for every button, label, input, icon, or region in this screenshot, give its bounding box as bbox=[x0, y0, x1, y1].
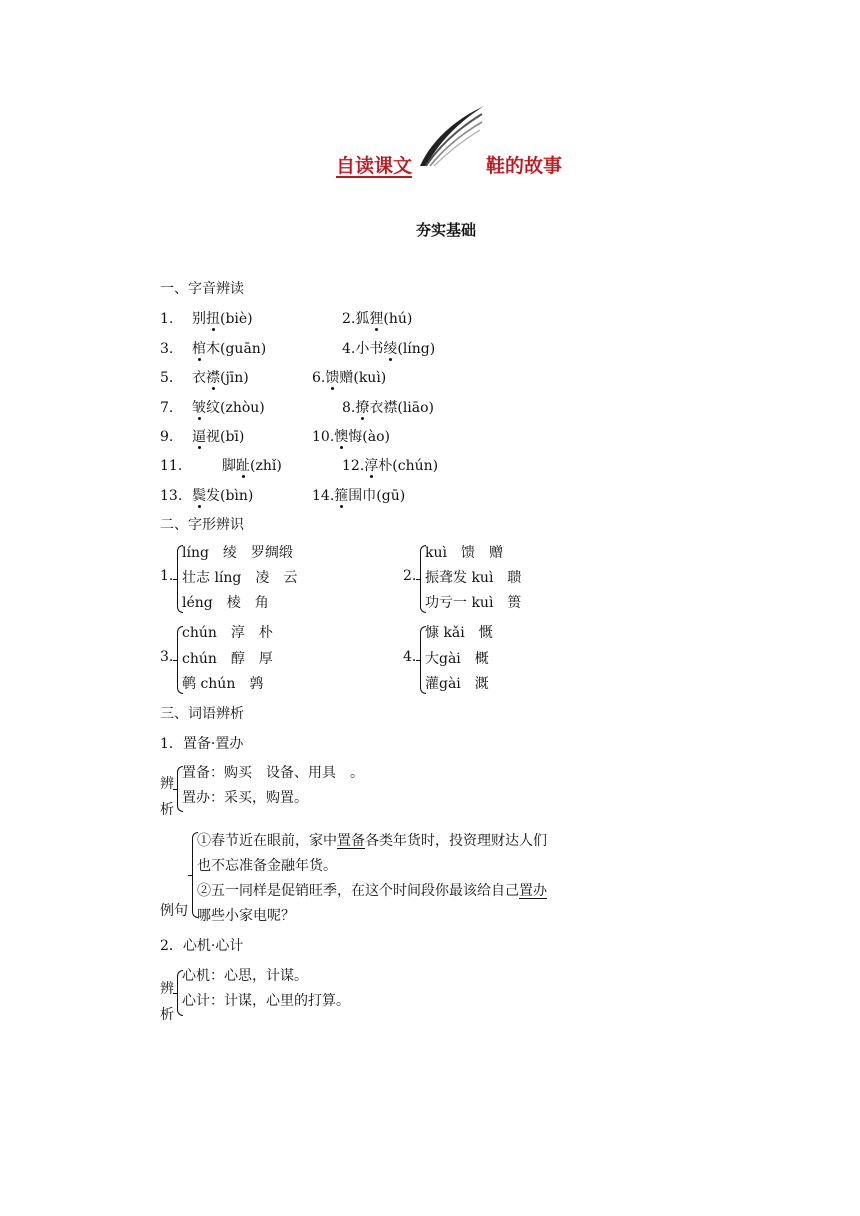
item-word: 别扭(biè) bbox=[192, 311, 253, 327]
pronunciation-item bbox=[160, 487, 254, 505]
emphasis-dot-char: 趾 bbox=[236, 458, 250, 474]
entry1-example-2-line-2: 哪些小家电呢？ bbox=[197, 908, 295, 924]
entry2-label-top: 辨 bbox=[160, 981, 174, 997]
entry1-title: 1．置备·置办 bbox=[160, 736, 244, 752]
pronunciation-item bbox=[312, 369, 386, 387]
emphasis-dot-char: 淳 bbox=[364, 458, 379, 474]
item-pinyin: (ào) bbox=[362, 429, 390, 445]
group-3-line-2: chún 醇 厚 bbox=[182, 651, 273, 667]
lesson-title: 鞋的故事 bbox=[486, 155, 563, 177]
item-pinyin: (zhòu) bbox=[220, 400, 265, 416]
item-word: 馈赠(kuì) bbox=[325, 370, 387, 386]
group-4-line-2: 大gài 概 bbox=[425, 651, 489, 667]
item-pinyin: (gū) bbox=[376, 488, 406, 504]
entry1-label-bottom: 析 bbox=[160, 802, 174, 818]
group-number-2: 2. bbox=[403, 568, 417, 584]
group-3-line-3: 鹌 chún 鹑 bbox=[182, 676, 264, 692]
section1-heading: 一、字音辨读 bbox=[160, 281, 244, 297]
item-number: 3. bbox=[160, 341, 174, 357]
item-number: 8. bbox=[342, 400, 356, 416]
emphasis-dot-char: 绫 bbox=[383, 341, 398, 357]
pronunciation-item bbox=[160, 399, 265, 417]
pronunciation-item bbox=[160, 457, 282, 475]
item-pinyin: (kuì) bbox=[353, 370, 387, 386]
group-4-line-1: 慷 kǎi 慨 bbox=[425, 625, 493, 641]
emphasis-dot-char: 棺 bbox=[192, 341, 206, 357]
item-number: 7. bbox=[160, 400, 174, 416]
item-word: 狐狸(hú) bbox=[355, 311, 413, 327]
ex2-text-a: ②五一同样是促销旺季，在这个时间段你最该给自己 bbox=[197, 883, 519, 899]
emphasis-dot-char: 逼 bbox=[192, 429, 206, 445]
item-word: 皱纹(zhòu) bbox=[192, 400, 265, 416]
item-number: 5. bbox=[160, 370, 174, 386]
item-pinyin: (bìn) bbox=[220, 488, 254, 504]
ex1-text-b: 各类年货时，投资理财达人们 bbox=[365, 833, 547, 849]
emphasis-dot-char: 馈 bbox=[325, 370, 340, 386]
pronunciation-item bbox=[342, 399, 434, 417]
group-number-1: 1. bbox=[160, 568, 174, 584]
item-number: 9. bbox=[160, 429, 174, 445]
item-word: 鬓发(bìn) bbox=[192, 488, 254, 504]
group-1-line-3: léng 棱 角 bbox=[182, 595, 269, 611]
emphasis-dot-char: 箍 bbox=[334, 488, 349, 504]
group-2-line-2: 振聋发 kuì 聩 bbox=[425, 570, 522, 586]
group-3-line-1: chún 淳 朴 bbox=[182, 625, 273, 641]
item-number: 1. bbox=[160, 311, 174, 327]
subtitle: 夯实基础 bbox=[416, 221, 477, 239]
item-word: 逼视(bī) bbox=[192, 429, 245, 445]
item-number: 4. bbox=[342, 341, 356, 357]
group-1-line-1: líng 绫 罗绸缎 bbox=[182, 545, 293, 561]
emphasis-dot-char: 狸 bbox=[369, 311, 384, 327]
pronunciation-item bbox=[312, 428, 390, 446]
pronunciation-item bbox=[312, 487, 405, 505]
emphasis-dot-char: 鬓 bbox=[192, 488, 206, 504]
ex1-underlined-term: 置备 bbox=[337, 833, 365, 849]
pronunciation-item bbox=[160, 310, 253, 328]
entry1-label-top: 辨 bbox=[160, 776, 174, 792]
item-pinyin: (hú) bbox=[383, 311, 413, 327]
entry2-title: 2．心机·心计 bbox=[160, 938, 244, 954]
group-2-line-1: kuì 馈 赠 bbox=[425, 545, 503, 561]
title-swoosh-graphic bbox=[416, 104, 488, 170]
entry1-def-1: 置备：购买 设备、用具 。 bbox=[182, 765, 364, 781]
section3-heading: 三、词语辨析 bbox=[160, 706, 244, 722]
pronunciation-item bbox=[160, 340, 267, 358]
item-number: 11. bbox=[160, 458, 183, 474]
entry1-example-1-line-1 bbox=[197, 832, 547, 850]
emphasis-dot-char: 扭 bbox=[206, 311, 220, 327]
item-word: 小书绫(líng) bbox=[355, 341, 436, 357]
emphasis-dot-char: 懊 bbox=[334, 429, 349, 445]
item-word: 箍围巾(gū) bbox=[334, 488, 406, 504]
item-pinyin: (zhǐ) bbox=[250, 458, 282, 474]
item-pinyin: (guān) bbox=[220, 341, 267, 357]
emphasis-dot-char: 撩 bbox=[355, 400, 370, 416]
entry1-example-label: 例句 bbox=[160, 903, 188, 919]
item-pinyin: (líng) bbox=[397, 341, 436, 357]
entry1-def-2: 置办：采买，购置。 bbox=[182, 790, 308, 806]
group-2-line-3: 功亏一 kuì 篑 bbox=[425, 595, 522, 611]
emphasis-dot-char: 皱 bbox=[192, 400, 206, 416]
item-word: 撩衣襟(liāo) bbox=[355, 400, 435, 416]
item-word: 懊悔(ào) bbox=[334, 429, 390, 445]
group-4-line-3: 灌gài 溉 bbox=[425, 676, 489, 692]
item-number: 14. bbox=[312, 488, 335, 504]
item-word: 衣襟(jīn) bbox=[192, 370, 249, 386]
group-number-4: 4. bbox=[403, 649, 417, 665]
entry2-def-2: 心计：计谋，心里的打算。 bbox=[182, 993, 350, 1009]
item-number: 6. bbox=[312, 370, 326, 386]
pronunciation-item bbox=[342, 310, 412, 328]
group-number-3: 3. bbox=[160, 649, 174, 665]
item-number: 13. bbox=[160, 488, 183, 504]
item-number: 10. bbox=[312, 429, 335, 445]
entry1-example-1-line-2: 也不忘准备金融年货。 bbox=[197, 858, 337, 874]
item-number: 12. bbox=[342, 458, 365, 474]
ex1-text-a: ①春节近在眼前，家中 bbox=[197, 833, 337, 849]
item-pinyin: (liāo) bbox=[397, 400, 435, 416]
section-label-title: 自读课文 bbox=[336, 155, 413, 177]
section2-heading: 二、字形辨识 bbox=[160, 517, 244, 533]
pronunciation-item bbox=[160, 428, 245, 446]
item-number: 2. bbox=[342, 311, 356, 327]
ex2-underlined-term: 置办 bbox=[519, 883, 547, 899]
pronunciation-item bbox=[160, 369, 249, 387]
pronunciation-item bbox=[342, 340, 435, 358]
item-pinyin: (chún) bbox=[392, 458, 439, 474]
item-pinyin: (biè) bbox=[220, 311, 253, 327]
entry1-example-2-line-1 bbox=[197, 882, 547, 900]
emphasis-dot-char: 襟 bbox=[206, 370, 220, 386]
item-pinyin: (jīn) bbox=[220, 370, 249, 386]
entry2-def-1: 心机：心思，计谋。 bbox=[182, 968, 308, 984]
item-word: 淳朴(chún) bbox=[364, 458, 439, 474]
group-1-line-2: 壮志 líng 凌 云 bbox=[182, 570, 298, 586]
item-word: 脚趾(zhǐ) bbox=[222, 458, 282, 474]
item-word: 棺木(guān) bbox=[192, 341, 267, 357]
entry2-label-bottom: 析 bbox=[160, 1007, 174, 1023]
pronunciation-item bbox=[342, 457, 438, 475]
item-pinyin: (bī) bbox=[220, 429, 245, 445]
